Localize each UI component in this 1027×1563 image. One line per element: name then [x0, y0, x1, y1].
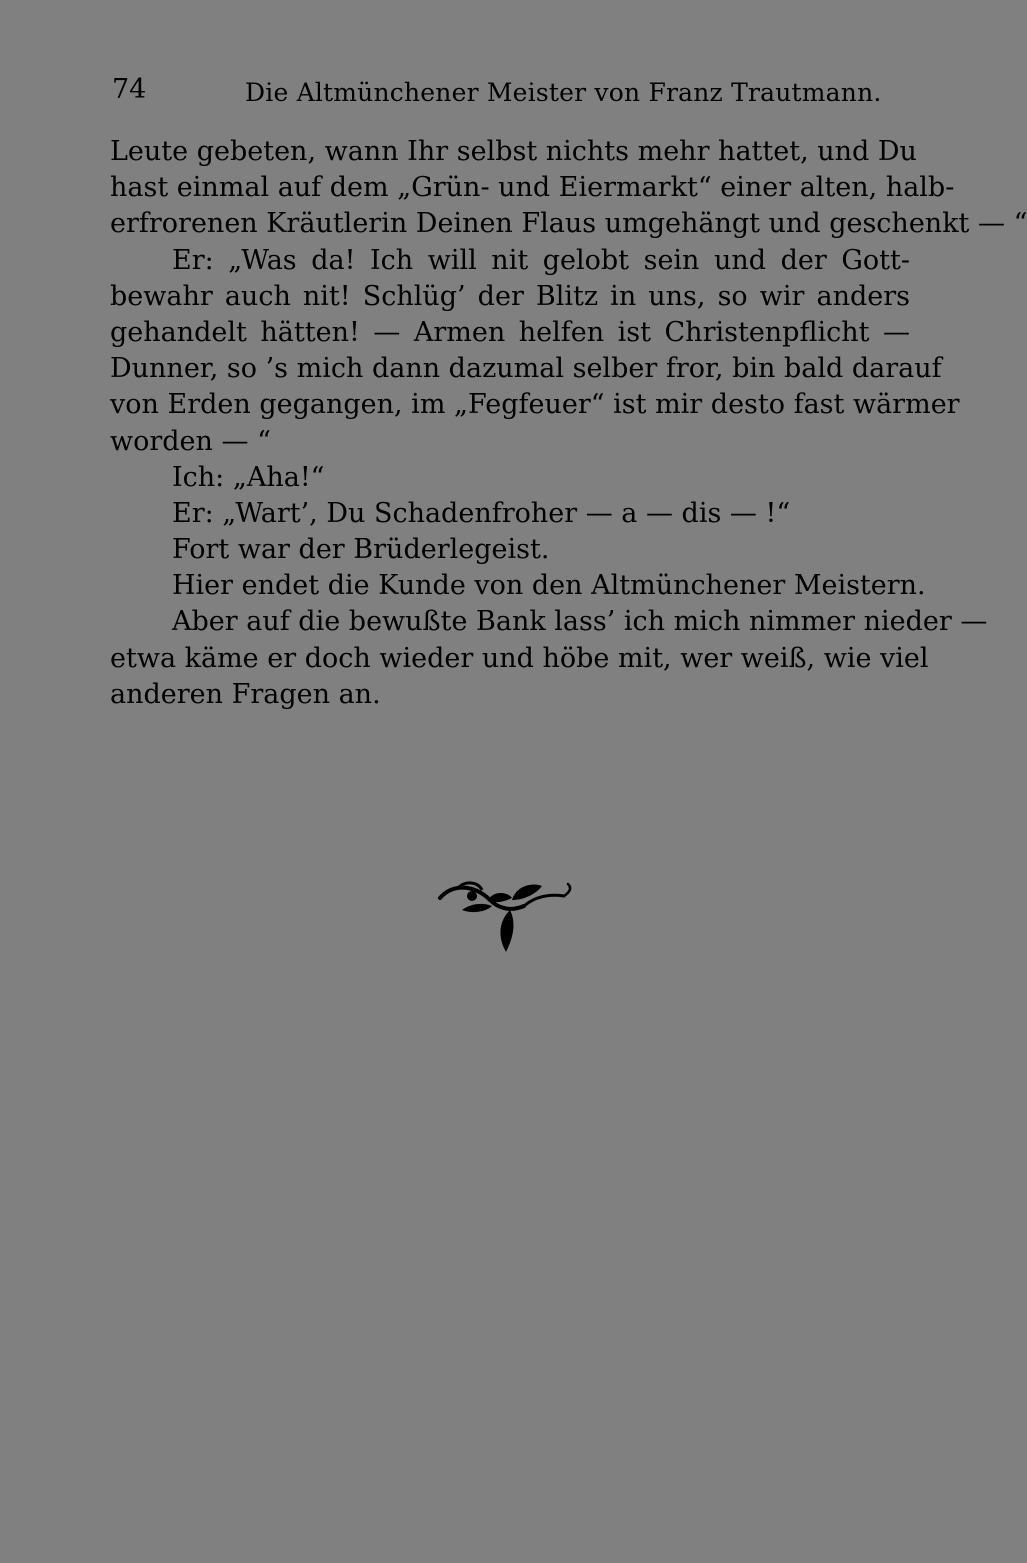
- running-title: Die Altmünchener Meister von Franz Trautmann.: [245, 78, 882, 107]
- text-line: Er: „Was da! Ich will nit gelobt sein und der Gott-: [172, 244, 910, 276]
- text-line: gehandelt hätten! — Armen helfen ist Christenpflicht —: [110, 316, 910, 348]
- text-line: erfrorenen Kräutlerin Deinen Flaus umgehängt und geschenkt — “: [110, 208, 1027, 240]
- text-line: bewahr auch nit! Schlüg’ der Blitz in uns, so wir anders: [110, 280, 910, 312]
- text-line: Leute gebeten, wann Ihr selbst nichts mehr hattet, und Du: [110, 136, 917, 167]
- text-line: worden — “: [110, 425, 271, 457]
- text-line: Fort war der Brüderlegeist.: [172, 534, 550, 566]
- text-line: Dunner, so ’s mich dann dazumal selber fror, bin bald darauf: [110, 353, 942, 385]
- text-line: Er: „Wart’, Du Schadenfroher — a — dis — !“: [172, 497, 791, 529]
- text-line: anderen Fragen an.: [110, 678, 381, 710]
- text-line: etwa käme er doch wieder und höbe mit, wer weiß, wie viel: [110, 642, 929, 674]
- leaf-vine-ornament-icon: [432, 876, 576, 966]
- page-number: 74: [112, 74, 147, 105]
- body-text: [110, 134, 1027, 713]
- text-line: hast einmal auf dem „Grün- und Eiermarkt“ einer alten, halb-: [110, 172, 955, 204]
- text-line: von Erden gegangen, im „Fegfeuer“ ist mir desto fast wärmer: [110, 389, 960, 421]
- text-line: Ich: „Aha!“: [172, 461, 325, 493]
- text-line: Aber auf die bewußte Bank lass’ ich mich nimmer nieder —: [172, 606, 988, 638]
- text-line: Hier endet die Kunde von den Altmünchener Meistern.: [172, 570, 926, 602]
